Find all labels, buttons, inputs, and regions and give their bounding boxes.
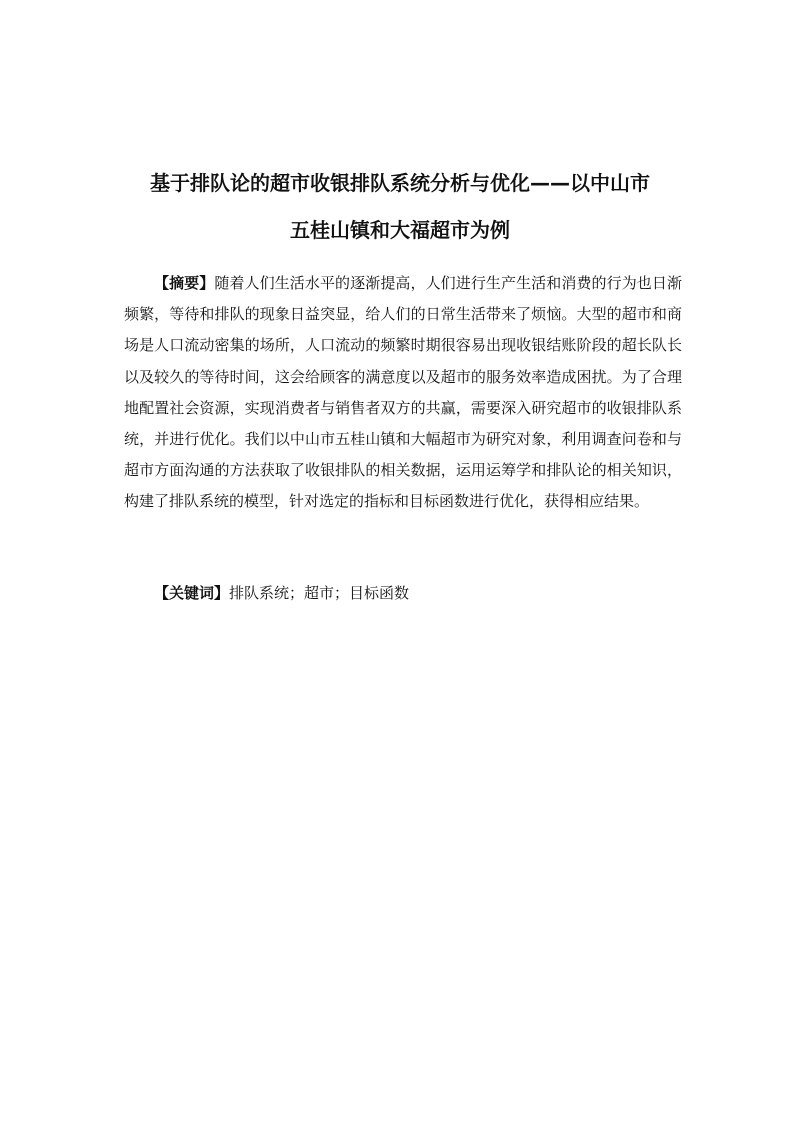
keywords-line [154, 578, 682, 609]
paper-title [90, 160, 710, 254]
title-line-2: 五桂山镇和大福超市为例 [290, 218, 510, 242]
abstract-label: 【摘要】 [154, 274, 215, 292]
keywords-label: 【关键词】 [154, 584, 230, 602]
abstract-text: 随着人们生活水平的逐渐提高，人们进行生产生活和消费的行为也日渐频繁，等待和排队的现象日益突显，给人们的日常生活带来了烦恼。大型的超市和商场是人口流动密集的场所，人口流动的频繁时期很容易出现收银结账阶段的超长队长以及较久的等待时间，这会给顾客的满意度以及超市的服务效率造成困扰。为了合理地配置社会资源，实现消费者与销售者双方的共赢，需要深入研究超市的收银排队系统，并进行优化。我们以中山市五桂山镇和大幅超市为研究对象，利用调查问卷和与超市方面沟通的方法获取了收银排队的相关数据，运用运筹学和排队论的相关知识，构建了排队系统的模型，针对选定的指标和目标函数进行优化，获得相应结果。 [124, 274, 682, 511]
abstract-paragraph [124, 268, 682, 518]
title-line-1: 基于排队论的超市收银排队系统分析与优化——以中山市 [150, 171, 650, 195]
keywords-text: 排队系统；超市；目标函数 [229, 584, 410, 602]
